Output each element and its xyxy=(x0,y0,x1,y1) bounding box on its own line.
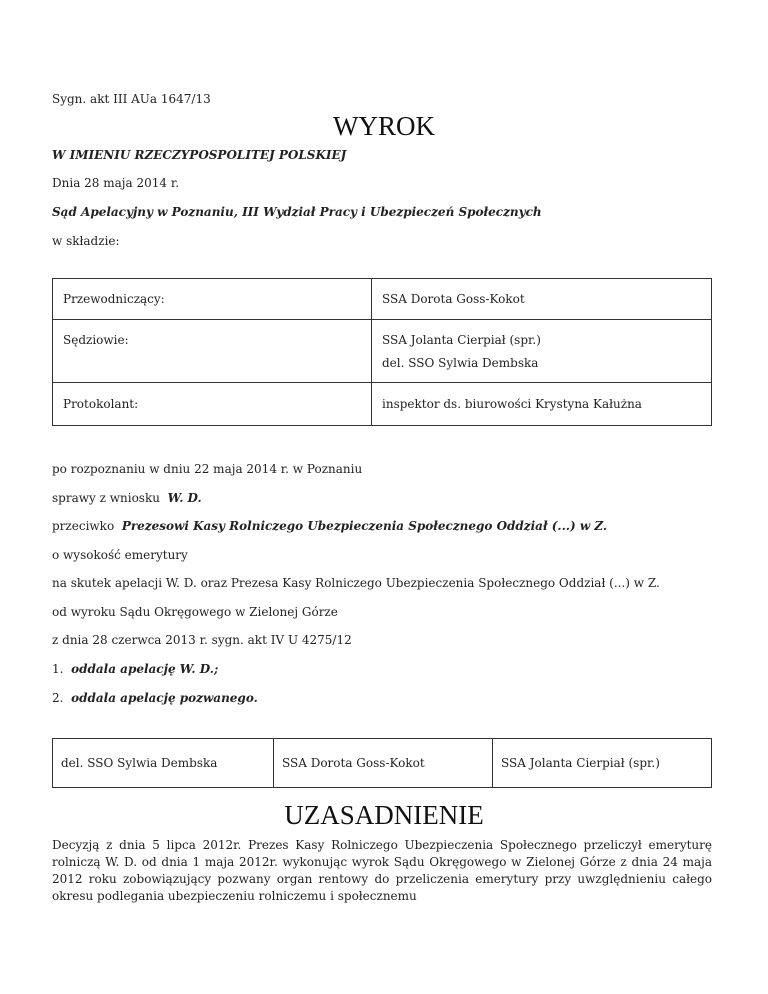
case-line xyxy=(52,491,202,505)
signature-2: SSA Dorota Goss-Kokot xyxy=(274,739,493,788)
chair-label: Przewodniczący: xyxy=(63,292,165,306)
judge-2: del. SSO Sylwia Dembska xyxy=(382,356,539,370)
judges-label: Sędziowie: xyxy=(63,333,129,347)
ruling-item-1 xyxy=(52,662,218,676)
verdict-title: WYROK xyxy=(333,111,435,141)
table-row xyxy=(53,739,712,788)
verdict-date: Dnia 28 maja 2014 r. xyxy=(52,176,180,190)
table-row xyxy=(53,383,712,426)
table-row xyxy=(53,320,712,383)
against-prefix: przeciwko xyxy=(52,519,115,533)
clerk-name: inspektor ds. biurowości Krystyna Kałużna xyxy=(382,397,642,411)
subject-line: o wysokość emerytury xyxy=(52,548,188,562)
judges-names-cell xyxy=(372,320,712,383)
lower-court-line: od wyroku Sądu Okręgowego w Zielonej Górze xyxy=(52,605,338,619)
signature-3: SSA Jolanta Cierpiał (spr.) xyxy=(493,739,712,788)
signatures-table xyxy=(52,738,712,788)
lower-date-line: z dnia 28 czerwca 2013 r. sygn. akt IV U 4275/12 xyxy=(52,633,352,647)
justification-title: UZASADNIENIE xyxy=(284,800,484,830)
heard-line: po rozpoznaniu w dniu 22 maja 2014 r. w Poznaniu xyxy=(52,462,363,476)
clerk-name-cell xyxy=(372,383,712,426)
composition-table xyxy=(52,278,712,426)
respondent-name: Prezesowi Kasy Rolniczego Ubezpieczenia Społecznego Oddział (...) w Z. xyxy=(121,519,608,533)
ruling-item-2 xyxy=(52,691,258,705)
case-prefix: sprawy z wniosku xyxy=(52,491,160,505)
signature-1: del. SSO Sylwia Dembska xyxy=(53,739,274,788)
ruling-number: 1. xyxy=(52,662,64,676)
ruling-number: 2. xyxy=(52,691,64,705)
judge-1: SSA Jolanta Cierpiał (spr.) xyxy=(382,333,541,347)
case-number: Sygn. akt III AUa 1647/13 xyxy=(52,92,211,106)
justification-paragraph: Decyzją z dnia 5 lipca 2012r. Prezes Kasy Rolniczego Ubezpieczenia Społecznego przeliczył emeryturę rolniczą W. D. od dnia 1 maja 2012r. wykonując wyrok Sądu Okręgowego w Zielonej Górze z dnia 24 maja 2012 roku zobowiązujący pozwany organ rentowy do przeliczenia emerytury przy uwzględnieniu całego okresu podlegania ubezpieczeniu rolniczemu i społecznemu xyxy=(52,838,712,903)
chair-label-cell xyxy=(53,279,372,320)
appeal-line: na skutek apelacji W. D. oraz Prezesa Kasy Rolniczego Ubezpieczenia Społecznego Oddział (...) w Z. xyxy=(52,576,660,590)
judges-label-cell xyxy=(53,320,372,383)
clerk-label: Protokolant: xyxy=(63,397,139,411)
applicant-name: W. D. xyxy=(167,491,202,505)
chair-name: SSA Dorota Goss-Kokot xyxy=(382,292,525,306)
ruling-text: oddala apelację W. D.; xyxy=(71,662,219,676)
clerk-label-cell xyxy=(53,383,372,426)
chair-name-cell xyxy=(372,279,712,320)
republic-line: W IMIENIU RZECZYPOSPOLITEJ POLSKIEJ xyxy=(52,148,347,162)
ruling-text: oddala apelację pozwanego. xyxy=(71,691,258,705)
court-name: Sąd Apelacyjny w Poznaniu, III Wydział Pracy i Ubezpieczeń Społecznych xyxy=(52,205,542,219)
table-row xyxy=(53,279,712,320)
against-line xyxy=(52,519,607,533)
composition-intro: w składzie: xyxy=(52,234,120,248)
